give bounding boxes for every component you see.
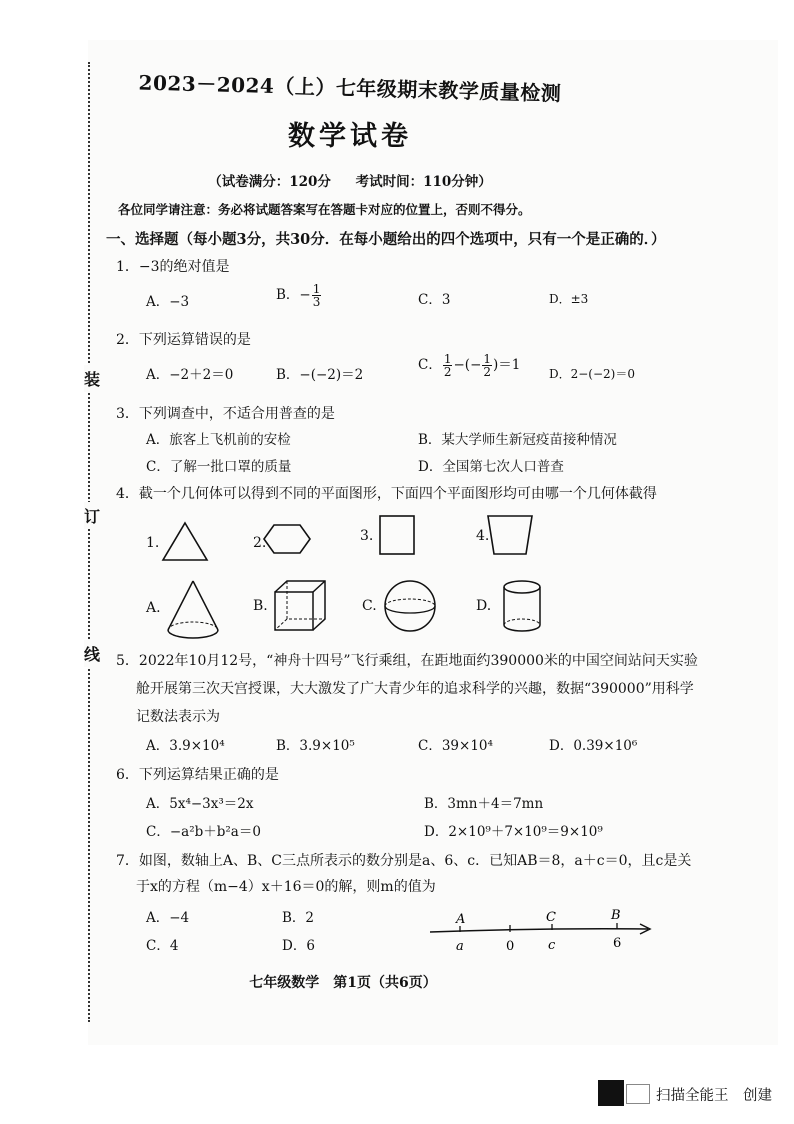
q5-stem-line2: 舱开展第三次天宫授课，大大激发了广大青少年的追求科学的兴趣，数据“390000”用科学 xyxy=(136,681,694,697)
point-label-c-upper: C xyxy=(546,910,556,925)
section-heading: 一、选择题（每小题3分，共30分．在每小题给出的四个选项中，只有一个是正确的．） xyxy=(106,231,666,248)
rectangle-section-icon xyxy=(377,513,417,557)
exam-time: 考试时间：110分钟） xyxy=(355,174,492,190)
q6-stem: 6．下列运算结果正确的是 xyxy=(116,767,279,783)
binding-line xyxy=(88,62,91,1022)
q7-option-a: A．−4 xyxy=(146,910,190,926)
q4-option-d-label: D. xyxy=(476,598,492,614)
exam-info xyxy=(110,170,590,190)
cylinder-icon xyxy=(500,578,544,636)
q4-option-b-label: B. xyxy=(253,598,268,614)
hexagon-section-icon xyxy=(262,522,312,556)
value-label-a: a xyxy=(456,939,464,954)
q4-option-a-label: A. xyxy=(146,600,161,616)
triangle-section-icon xyxy=(160,520,210,564)
q7-stem-line1: 7．如图，数轴上A、B、C三点所表示的数分别是a、6、c．已知AB＝8，a＋c＝0，且c是关 xyxy=(116,853,692,869)
q6-option-a: A．5x⁴−3x³＝2x xyxy=(146,796,254,812)
q1-option-b: B．− $\frac{1}{3}$ xyxy=(276,282,321,309)
value-label-c: c xyxy=(548,938,556,953)
q1-option-a: A．−3 xyxy=(146,294,190,310)
q6-option-b: B．3mn＋4＝7mn xyxy=(424,796,544,812)
q2-option-c: C． $\frac{1}{2}$ −(− $\frac{1}{2}$ )＝1 xyxy=(418,352,521,379)
q5-stem-line3: 记数法表示为 xyxy=(136,709,220,725)
q4-option-c-label: C. xyxy=(362,598,377,614)
scanner-text: 扫描全能王 创建 xyxy=(656,1088,772,1104)
q4-shape-label-4: 4. xyxy=(476,528,490,544)
q7-option-b: B．2 xyxy=(282,910,315,926)
q4-shape-label-3: 3. xyxy=(360,528,374,544)
qr-code-icon xyxy=(598,1080,624,1106)
q5-option-b: B．3.9×10⁵ xyxy=(276,738,355,754)
q5-stem-line1: 5．2022年10月12号，“神舟十四号”飞行乘组，在距地面约390000米的中国空间站问天实验 xyxy=(116,653,698,669)
q3-option-c: C．了解一批口罩的质量 xyxy=(146,459,292,475)
q1-option-c: C．3 xyxy=(418,292,451,308)
q2-stem: 2．下列运算错误的是 xyxy=(116,332,251,348)
scanner-logo-icon xyxy=(626,1084,650,1104)
q3-option-a: A．旅客上飞机前的安检 xyxy=(146,432,291,448)
q3-option-d: D．全国第七次人口普查 xyxy=(418,459,564,475)
point-label-a-upper: A xyxy=(456,912,466,927)
q5-option-c: C．39×10⁴ xyxy=(418,738,493,754)
binding-label-ding: 订 xyxy=(84,502,100,529)
q7-option-c: C．4 xyxy=(146,938,179,954)
q3-option-b: B．某大学师生新冠疫苗接种情况 xyxy=(418,432,617,448)
q2-option-d: D．2−(−2)＝0 xyxy=(549,367,635,381)
binding-label-zhuang: 装 xyxy=(84,365,100,392)
q4-stem: 4．截一个几何体可以得到不同的平面图形，下面四个平面图形均可由哪一个几何体截得 xyxy=(116,486,657,502)
number-line xyxy=(426,906,658,958)
q5-option-a: A．3.9×10⁴ xyxy=(146,738,225,754)
q7-stem-line2: 于x的方程（m−4）x＋16＝0的解，则m的值为 xyxy=(136,879,436,895)
q4-shape-label-2: 2. xyxy=(253,535,267,551)
q2-option-b: B．−(−2)＝2 xyxy=(276,367,364,383)
page-footer: 七年级数学 第1页（共6页） xyxy=(249,975,437,991)
value-label-six: 6 xyxy=(613,936,622,951)
exam-title: 2023－2024（上）七年级期末教学质量检测 xyxy=(138,70,562,106)
cube-icon xyxy=(272,578,328,634)
sphere-icon xyxy=(382,578,438,634)
exam-notice: 各位同学请注意：务必将试题答案写在答题卡对应的位置上，否则不得分。 xyxy=(118,202,531,217)
cone-icon xyxy=(164,578,222,644)
q1-option-d: D．±3 xyxy=(549,292,589,306)
q6-option-d: D．2×10⁹＋7×10⁹＝9×10⁹ xyxy=(424,824,603,840)
q3-stem: 3．下列调查中，不适合用普查的是 xyxy=(116,406,335,422)
binding-label-xian: 线 xyxy=(84,640,100,667)
full-score: （试卷满分：120分 xyxy=(208,174,331,190)
q5-option-d: D．0.39×10⁶ xyxy=(549,738,638,754)
q2-option-a: A．−2＋2＝0 xyxy=(146,367,234,383)
value-label-zero: 0 xyxy=(506,939,515,954)
q4-shape-label-1: 1. xyxy=(146,535,160,551)
trapezoid-section-icon xyxy=(485,513,535,557)
q7-option-d: D．6 xyxy=(282,938,315,954)
exam-subject-title: 数学试卷 xyxy=(288,121,412,152)
q1-stem: 1．−3的绝对值是 xyxy=(116,259,230,275)
point-label-b-upper: B xyxy=(611,908,621,923)
q6-option-c: C．−a²b＋b²a＝0 xyxy=(146,824,261,840)
